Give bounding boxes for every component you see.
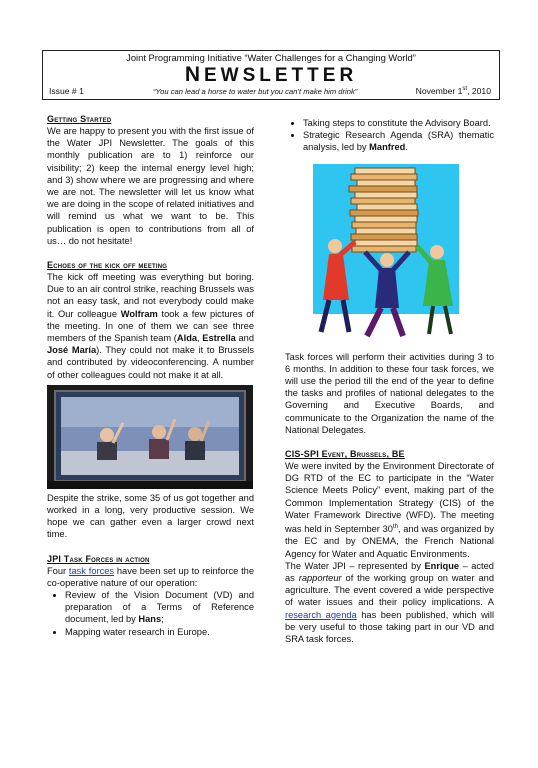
clipart-paper-stack — [295, 160, 475, 344]
section-heading-kickoff: Echoes of the kick off meeting — [47, 260, 168, 271]
right-column — [285, 117, 494, 645]
list-item: • Taking steps to constitute the Advisory Board. — [303, 117, 494, 129]
section-heading-cis-spi: CIS-SPI Event, Brussels, BE — [285, 449, 405, 460]
task-forces-list — [47, 589, 254, 638]
masthead-quote: “You can lead a horse to water but you can’t make him drink” — [153, 87, 358, 96]
section-heading-task-forces: JPI Task Forces in action — [47, 553, 150, 564]
masthead — [42, 50, 500, 100]
task-forces-link[interactable]: task forces — [68, 565, 115, 576]
task-forces-intro: Four task forces have been set up to reinforce the co-operative nature of our operation: — [47, 565, 254, 588]
getting-started-text: We are happy to present you with the first issue of the Water JPI Newsletter. The goals of this monthly publication are to 1) reinforce our visibility; 2) keep the internal energy level high; and 3) show where we are progressing and where we are not. The newsletter will let us know what we are doing in the scope of related initiatives and will remind us what we want to be. This publication is open to contributions from all of us… do not hesitate! — [47, 126, 254, 246]
section-heading-getting-started: Getting Started — [47, 114, 112, 124]
list-item: • Strategic Research Agenda (SRA) thematic analysis, led by Manfred. — [303, 129, 494, 153]
research-agenda-link[interactable]: research agenda — [285, 609, 357, 620]
issue-date: November 1st, 2010 — [415, 86, 491, 96]
photo-caption: Despite the strike, some 35 of us got together and worked in a long, very productive session. We hope we can gather even a larger crowd next time. — [47, 492, 254, 540]
task-forces-list-continued — [285, 117, 494, 154]
left-column — [47, 113, 254, 638]
list-item: • Review of the Vision Document (VD) and preparation of a Terms of Reference document, led by Hans; — [65, 589, 254, 626]
org-name: Joint Programming Initiative “Water Challenges for a Changing World” — [126, 52, 416, 63]
issue-number: Issue # 1 — [49, 86, 84, 96]
cis-spi-text: We were invited by the Environment Directorate of DG RTD of the EC to participate in the “Water Science Meets Policy” event, making part of the Common Implementation Strategy (CIS) of the Water Framework Directive (WFD). The meeting was held in September 30th, and was organized by the EC and by ONEMA, the French National Agency for Water and Aquatic Environments. — [285, 461, 494, 559]
meeting-photo — [47, 385, 253, 489]
kickoff-text: The kick off meeting was everything but boring. Due to an air control strike, reaching Brussels was not an easy task, and not everybody could make it. Our colleague Wolfram took a few pictures of the meeting. In one of them we can see three members of the Spanish team (Alda, Estrella and José María). They could not make it to Brussels and contributed by videoconferencing. A number of other colleagues could not make it at all. — [47, 272, 254, 380]
list-item: • Mapping water research in Europe. — [65, 626, 254, 638]
videoconference-image — [47, 385, 253, 489]
newsletter-title: NEWSLETTER — [184, 63, 358, 86]
task-forces-duration-text: Task forces will perform their activities during 3 to 6 months. In addition to these four task forces, we will use the period till the end of the year to define the tasks and profiles of national delegates to the Governing and Executive Boards, and communicate to the Organization the name of the National Delegates. — [285, 351, 494, 435]
people-lifting-papers-image — [295, 160, 475, 344]
water-jpi-representation-text: The Water JPI – represented by Enrique – acted as rapporteur of the working group on water and agriculture. The event covered a wide perspective of water issues and their policy implications. A research agenda has been published, which will be very useful to those taking part in our VD and SRA task forces. — [285, 560, 495, 644]
